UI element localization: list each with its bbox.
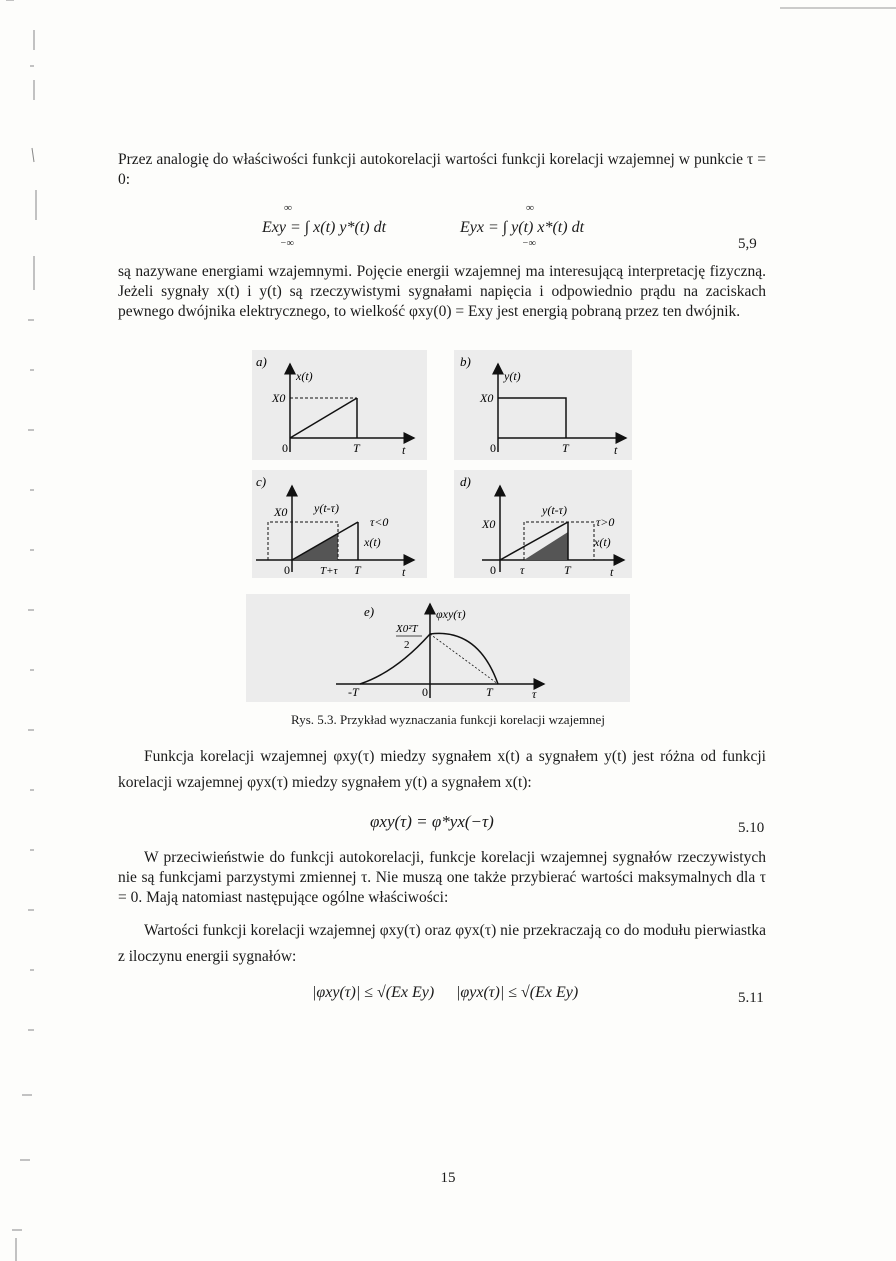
panel-c-label: c) [256,474,267,489]
panel-b-y-label: y(t) [504,369,521,383]
panel-d-label: d) [460,474,471,489]
panel-e-zero-label: 0 [422,685,428,699]
panel-c-T-label: T [354,563,361,577]
panel-c-x0-label: X0 [274,505,288,519]
paragraph-1: Przez analogię do właściwości funkcji autokorelacji wartości funkcji korelacji wzajemnej w punkcie τ = 0: [118,151,766,188]
panel-d-condition: τ>0 [596,515,615,529]
panel-d [454,470,632,578]
eq59b-upper-limit: ∞ [526,202,534,214]
equation-5-11b: |φyx(τ)| ≤ √(Ex Ey) [456,984,579,1001]
panel-a-x0-label: X0 [272,391,286,405]
panel-a-T-label: T [353,441,360,455]
panel-c-zero-label: 0 [284,563,290,577]
panel-a-zero-label: 0 [282,441,288,455]
eq59a: Exy = ∫ x(t) y*(t) dt [262,219,387,236]
panel-d-x-label: x(t) [594,535,611,549]
equation-5-11a: |φxy(τ)| ≤ √(Ex Ey) [312,984,435,1001]
eq59-number: 5,9 [738,236,757,252]
scan-edge-marks [0,0,40,1261]
panel-c-Tplustau-label: T+τ [320,565,338,577]
paragraph-4: W przeciwieństwie do funkcji autokorelacji, funkcje korelacji wzajemnej sygnałów rzeczywistych nie są funkcjami parzystymi zmiennej τ. Nie muszą one także przybierać wartości maksymalnych dla τ = 0. Mają natomiast następujące ogólne właściwości: [118,849,766,906]
panel-b [454,350,632,460]
figure-caption: Rys. 5.3. Przykład wyznaczania funkcji korelacji wzajemnej [291,712,605,727]
panel-e-label: e) [364,604,375,619]
panel-d-T-label: T [564,563,571,577]
panel-e-tau-label: τ [532,687,537,701]
eq59b-lower-limit: −∞ [522,238,536,249]
panel-e-phi-label: φxy(τ) [436,607,466,621]
scan-top-line [780,0,896,12]
panel-b-zero-label: 0 [490,441,496,455]
panel-a-ramp [290,398,357,438]
panel-b-t-label: t [614,443,618,457]
panel-b-rectangle [498,398,566,438]
paragraph-2: są nazywane energiami wzajemnymi. Pojęcie energii wzajemnej ma interesującą interpretację fizyczną. Jeżeli sygnały x(t) i y(t) są rzeczywistymi sygnałami napięcia i odpowiednio prądu na zaciskach pewnego dwójnika elektrycznego, to wielkość φxy(0) = Exy jest energią pobraną przez ten dwójnik. [118,263,766,320]
panel-a-t-label: t [402,443,406,457]
eq59a-upper-limit: ∞ [284,202,292,214]
panel-d-overlap-area [524,532,568,560]
panel-c [252,470,427,578]
panel-a-label: a) [256,354,267,369]
panel-b-T-label: T [562,441,569,455]
panel-b-label: b) [460,354,471,369]
panel-d-x0-label: X0 [482,517,496,531]
panel-e-peak-numerator: X0²T [396,623,418,635]
panel-b-plot [454,350,632,460]
panel-e-T-label: T [486,685,493,699]
panel-c-plot [252,470,427,578]
panel-c-condition: τ<0 [370,515,389,529]
eq511-number: 5.11 [738,990,764,1006]
panel-d-plot [454,470,632,578]
paragraph-5: Wartości funkcji korelacji wzajemnej φxy(τ) oraz φyx(τ) nie przekraczają co do modułu pierwiastka z iloczynu energii sygnałów: [118,922,766,965]
panel-a-plot [252,350,427,460]
equation-5-10: φxy(τ) = φ*yx(−τ) [370,812,494,831]
panel-e-correlation-curve [360,633,498,684]
panel-c-x-label: x(t) [364,535,381,549]
panel-d-t-label: t [610,565,614,578]
panel-e-minusT-label: -T [348,685,359,699]
panel-d-zero-label: 0 [490,563,496,577]
panel-b-x0-label: X0 [480,391,494,405]
eq59a-lower-limit: −∞ [280,238,294,249]
eq510-number: 5.10 [738,820,765,836]
panel-e-peak-denominator: 2 [404,639,410,651]
panel-e-guide [430,634,498,684]
panel-e-plot [246,594,630,702]
panel-c-t-label: t [402,565,406,578]
panel-c-y-shift-label: y(t-τ) [314,501,339,515]
panel-a-x-label: x(t) [296,369,313,383]
panel-e [246,594,630,702]
paragraph-3: Funkcja korelacji wzajemnej φxy(τ) miedzy sygnałem x(t) a sygnałem y(t) jest różna od funkcji korelacji wzajemnej φyx(τ) miedzy sygnałem y(t) a sygnałem x(t): [118,748,766,791]
page-number: 15 [440,1170,456,1186]
panel-d-y-shift-label: y(t-τ) [542,503,567,517]
panel-d-tau-label: τ [520,563,525,577]
eq59b: Eyx = ∫ y(t) x*(t) dt [460,219,585,236]
panel-a [252,350,427,460]
